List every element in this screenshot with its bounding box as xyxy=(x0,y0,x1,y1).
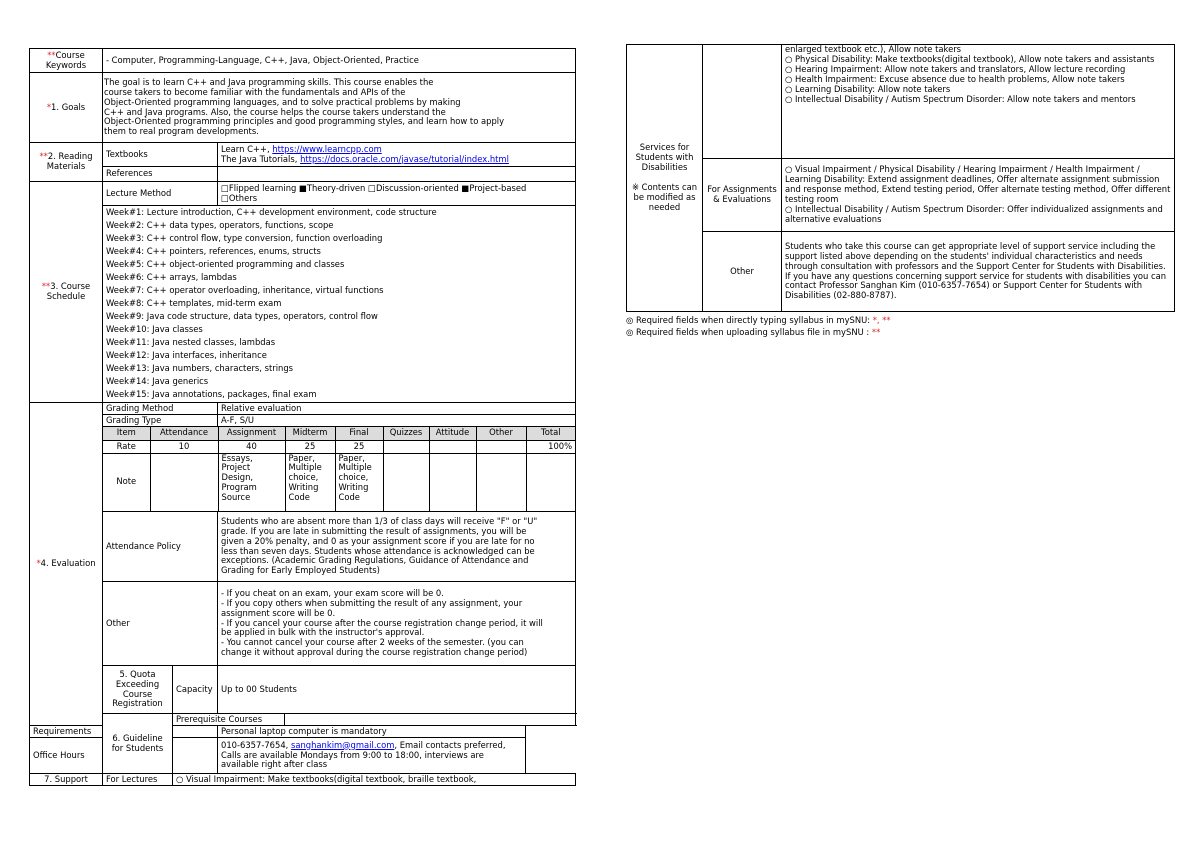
rate-cell: 100% xyxy=(526,440,575,453)
grade-col-header: Total xyxy=(526,427,575,440)
grade-col-header: Item xyxy=(103,427,150,440)
circle-bullet-icon: ○ xyxy=(176,773,184,784)
lectures-cont-text: enlarged textbook etc.), Allow note takers xyxy=(785,44,962,54)
schedule-week: Week#3: C++ control flow, type conversion, function overloading xyxy=(106,233,383,243)
lecture-support-item: ○ Hearing Impairment: Allow note takers and translators, Allow lecture recording xyxy=(785,63,1126,74)
schedule-week: Week#7: C++ operator overloading, inheritance, virtual functions xyxy=(106,285,384,295)
weekly-schedule xyxy=(103,206,576,403)
schedule-week: Week#13: Java numbers, characters, strings xyxy=(106,363,294,373)
grade-col-header: Final xyxy=(335,427,383,440)
schedule-week: Week#10: Java classes xyxy=(106,324,203,334)
rate-cell: 25 xyxy=(285,440,335,453)
lecture-support-item: ○ Physical Disability: Make textbooks(digital textbook), Allow note takers and assistants xyxy=(785,53,1155,64)
goals-value: The goal is to learn C++ and Java programming skills. This course enables the course takers to become familiar with the fundamentals and APIs of the Object-Oriented programming languages, and to solve practical problems by making C++ and Java programs. Also, the course helps the course takers understand the Object-Oriented programming principles and good programming styles, and learn how to apply them to real program developments. xyxy=(103,73,576,143)
for-lectures-label: For Lectures xyxy=(103,774,173,786)
goals-label: *1. Goals xyxy=(30,73,103,143)
capacity-value: Up to 00 Students xyxy=(218,666,576,714)
textbook2-link[interactable]: https://docs.oracle.com/javase/tutorial/index.html xyxy=(300,153,509,164)
syllabus-right-table xyxy=(626,44,1175,312)
rate-cell: 25 xyxy=(335,440,383,453)
support-label: 7. Support xyxy=(30,774,103,786)
support-other-label: Other xyxy=(703,232,782,312)
footnotes xyxy=(626,315,891,338)
lecture-method-label: Lecture Method xyxy=(103,182,218,206)
grade-col-header: Assignment xyxy=(218,427,285,440)
for-lectures-list xyxy=(782,45,1175,159)
services-label: Services for Students with Disabilities ※ Contents can be modified as needed xyxy=(627,45,703,312)
grade-col-header: Attitude xyxy=(429,427,476,440)
attendance-policy-label: Attendance Policy xyxy=(103,512,218,582)
assign-support-item: ○ Intellectual Disability / Autism Spectrum Disorder: Offer individualized assignments and alternative evaluations xyxy=(785,203,1163,224)
circle-bullet-icon: ○ xyxy=(785,73,793,84)
schedule-week: Week#14: Java generics xyxy=(106,376,209,386)
grading-type-value: A-F, S/U xyxy=(218,415,576,427)
for-lectures-first: ○ Visual Impairment: Make textbooks(digital textbook, braille textbook, xyxy=(173,774,576,786)
grading-method-value: Relative evaluation xyxy=(218,403,576,415)
grade-col-header: Attendance xyxy=(150,427,218,440)
for-lectures-cont-label xyxy=(703,45,782,159)
capacity-label: Capacity xyxy=(173,666,218,714)
evaluation-other-label: Other xyxy=(103,582,218,666)
grading-type-label: Grading Type xyxy=(103,415,218,427)
prereq-label: Prerequisite Courses xyxy=(173,714,285,726)
rate-cell xyxy=(476,440,526,453)
rate-cell: 10 xyxy=(150,440,218,453)
office-hours-value: 010-6357-7654, sanghankim@gmail.com, Email contacts preferred, Calls are available Mondays from 9:00 to 18:00, interviews are available right after class xyxy=(218,738,526,774)
footnote-upload: ◎ Required fields when uploading syllabus file in mySNU : ** xyxy=(626,326,881,337)
schedule-week: Week#2: C++ data types, operators, functions, scope xyxy=(106,220,334,230)
note-cell: Paper, Multiple choice, Writing Code xyxy=(335,453,383,511)
double-circle-icon: ◎ xyxy=(626,315,634,325)
schedule-week: Week#12: Java interfaces, inheritance xyxy=(106,350,267,360)
schedule-week: Week#15: Java annotations, packages, final exam xyxy=(106,389,317,399)
office-hours-label: Office Hours xyxy=(30,738,218,774)
schedule-week: Week#9: Java code structure, data types, operators, control flow xyxy=(106,311,378,321)
keywords-value: - Computer, Programming-Language, C++, Java, Object-Oriented, Practice xyxy=(103,49,576,73)
circle-bullet-icon: ○ xyxy=(785,203,793,214)
for-assignments-label: For Assignments & Evaluations xyxy=(703,159,782,232)
schedule-week: Week#5: C++ object-oriented programming and classes xyxy=(106,259,345,269)
assign-support-item: ○ Visual Impairment / Physical Disability / Hearing Impairment / Health Impairment / Learning Disability: Extend assignment deadlines, Offer alternate assignment submission and response method, Extend testing period, Offer alternate testing method, Offer different testing room xyxy=(785,164,1171,204)
evaluation-label: *4. Evaluation xyxy=(30,403,103,726)
references-value xyxy=(218,167,576,182)
support-other-value: Students who take this course can get appropriate level of support service including the support listed above depending on the students' individual characteristics and needs through consultation with professors and the Support Center for Students with Disabilities. If you have any questions concerning support service for students with disabilities you can contact Professor Sanghan Kim (010-6357-7654) or Support Center for Students with Disabilities (02-880-8787). xyxy=(782,232,1175,312)
rate-label: Rate xyxy=(103,440,150,453)
requirements-value: Personal laptop computer is mandatory xyxy=(218,726,526,738)
circle-bullet-icon: ○ xyxy=(785,93,793,104)
note-cell xyxy=(383,453,429,511)
schedule-label: **3. Course Schedule xyxy=(30,182,103,403)
schedule-week: Week#1: Lecture introduction, C++ development environment, code structure xyxy=(106,207,437,217)
textbooks-value: Learn C++, https://www.learncpp.com The Java Tutorials, https://docs.oracle.com/javase/tutorial/index.html xyxy=(218,143,576,167)
schedule-week: Week#11: Java nested classes, lambdas xyxy=(106,337,276,347)
grade-col-header: Midterm xyxy=(285,427,335,440)
office-email-link[interactable]: sanghankim@gmail.com xyxy=(290,739,395,750)
schedule-week: Week#4: C++ pointers, references, enums, structs xyxy=(106,246,321,256)
attendance-policy-value: Students who are absent more than 1/3 of class days will receive "F" or "U" grade. If you are late in submitting the result of assignments, you will be given a 20% penalty, and 0 as your assignment score if you are late for no less than seven days. Students whose attendance is acknowledged can be exceptions. (Academic Grading Regulations, Guidance of Attendance and Grading for Early Employed Students) xyxy=(218,512,576,582)
grading-method-label: Grading Method xyxy=(103,403,218,415)
grade-col-header: Other xyxy=(476,427,526,440)
rate-cell xyxy=(383,440,429,453)
circle-bullet-icon: ○ xyxy=(785,53,793,64)
evaluation-other-value: - If you cheat on an exam, your exam score will be 0. - If you copy others when submitting the result of any assignment, your assignment score will be 0. - If you cancel your course after the course registration change period, it will be applied in bulk with the instructor's approval. - You cannot cancel your course after 2 weeks of the semester. (you can change it without approval during the course registration change period) xyxy=(218,582,576,666)
note-cell: Paper, Multiple choice, Writing Code xyxy=(285,453,335,511)
schedule-week: Week#8: C++ templates, mid-term exam xyxy=(106,298,282,308)
schedule-week: Week#6: C++ arrays, lambdas xyxy=(106,272,237,282)
prereq-value xyxy=(285,714,576,726)
quota-label: 5. Quota Exceeding Course Registration xyxy=(103,666,173,714)
textbook1-link[interactable]: https://www.learncpp.com xyxy=(272,143,382,154)
note-label: Note xyxy=(103,453,150,511)
note-cell xyxy=(150,453,218,511)
circle-bullet-icon: ○ xyxy=(785,63,793,74)
lecture-support-item: ○ Health Impairment: Excuse absence due to health problems, Allow note takers xyxy=(785,73,1125,84)
rate-cell: 40 xyxy=(218,440,285,453)
keywords-label: **Course Keywords xyxy=(30,49,103,73)
note-cell: Essays, Project Design, Program Source xyxy=(218,453,285,511)
note-cell xyxy=(476,453,526,511)
rate-cell xyxy=(429,440,476,453)
grade-col-header: Quizzes xyxy=(383,427,429,440)
requirements-label: Requirements xyxy=(30,726,218,738)
guideline-label: 6. Guideline for Students xyxy=(103,714,173,774)
note-cell xyxy=(526,453,575,511)
double-circle-icon: ◎ xyxy=(626,326,634,337)
reading-label: **2. Reading Materials xyxy=(30,143,103,182)
textbooks-label: Textbooks xyxy=(103,143,218,167)
for-assignments-list xyxy=(782,159,1175,232)
grading-breakdown xyxy=(103,427,576,512)
lecture-support-item: ○ Intellectual Disability / Autism Spectrum Disorder: Allow note takers and mentors xyxy=(785,93,1136,104)
footnote-typing: ◎ Required fields when directly typing syllabus in mySNU: *, ** xyxy=(626,315,891,325)
lecture-method-value: □Flipped learning ■Theory-driven □Discussion-oriented ■Project-based □Others xyxy=(218,182,576,206)
syllabus-left-table xyxy=(29,48,576,786)
references-label: References xyxy=(103,167,218,182)
note-cell xyxy=(429,453,476,511)
circle-bullet-icon: ○ xyxy=(785,164,793,175)
circle-bullet-icon: ○ xyxy=(785,83,793,94)
lecture-support-item: ○ Learning Disability: Allow note takers xyxy=(785,83,951,94)
